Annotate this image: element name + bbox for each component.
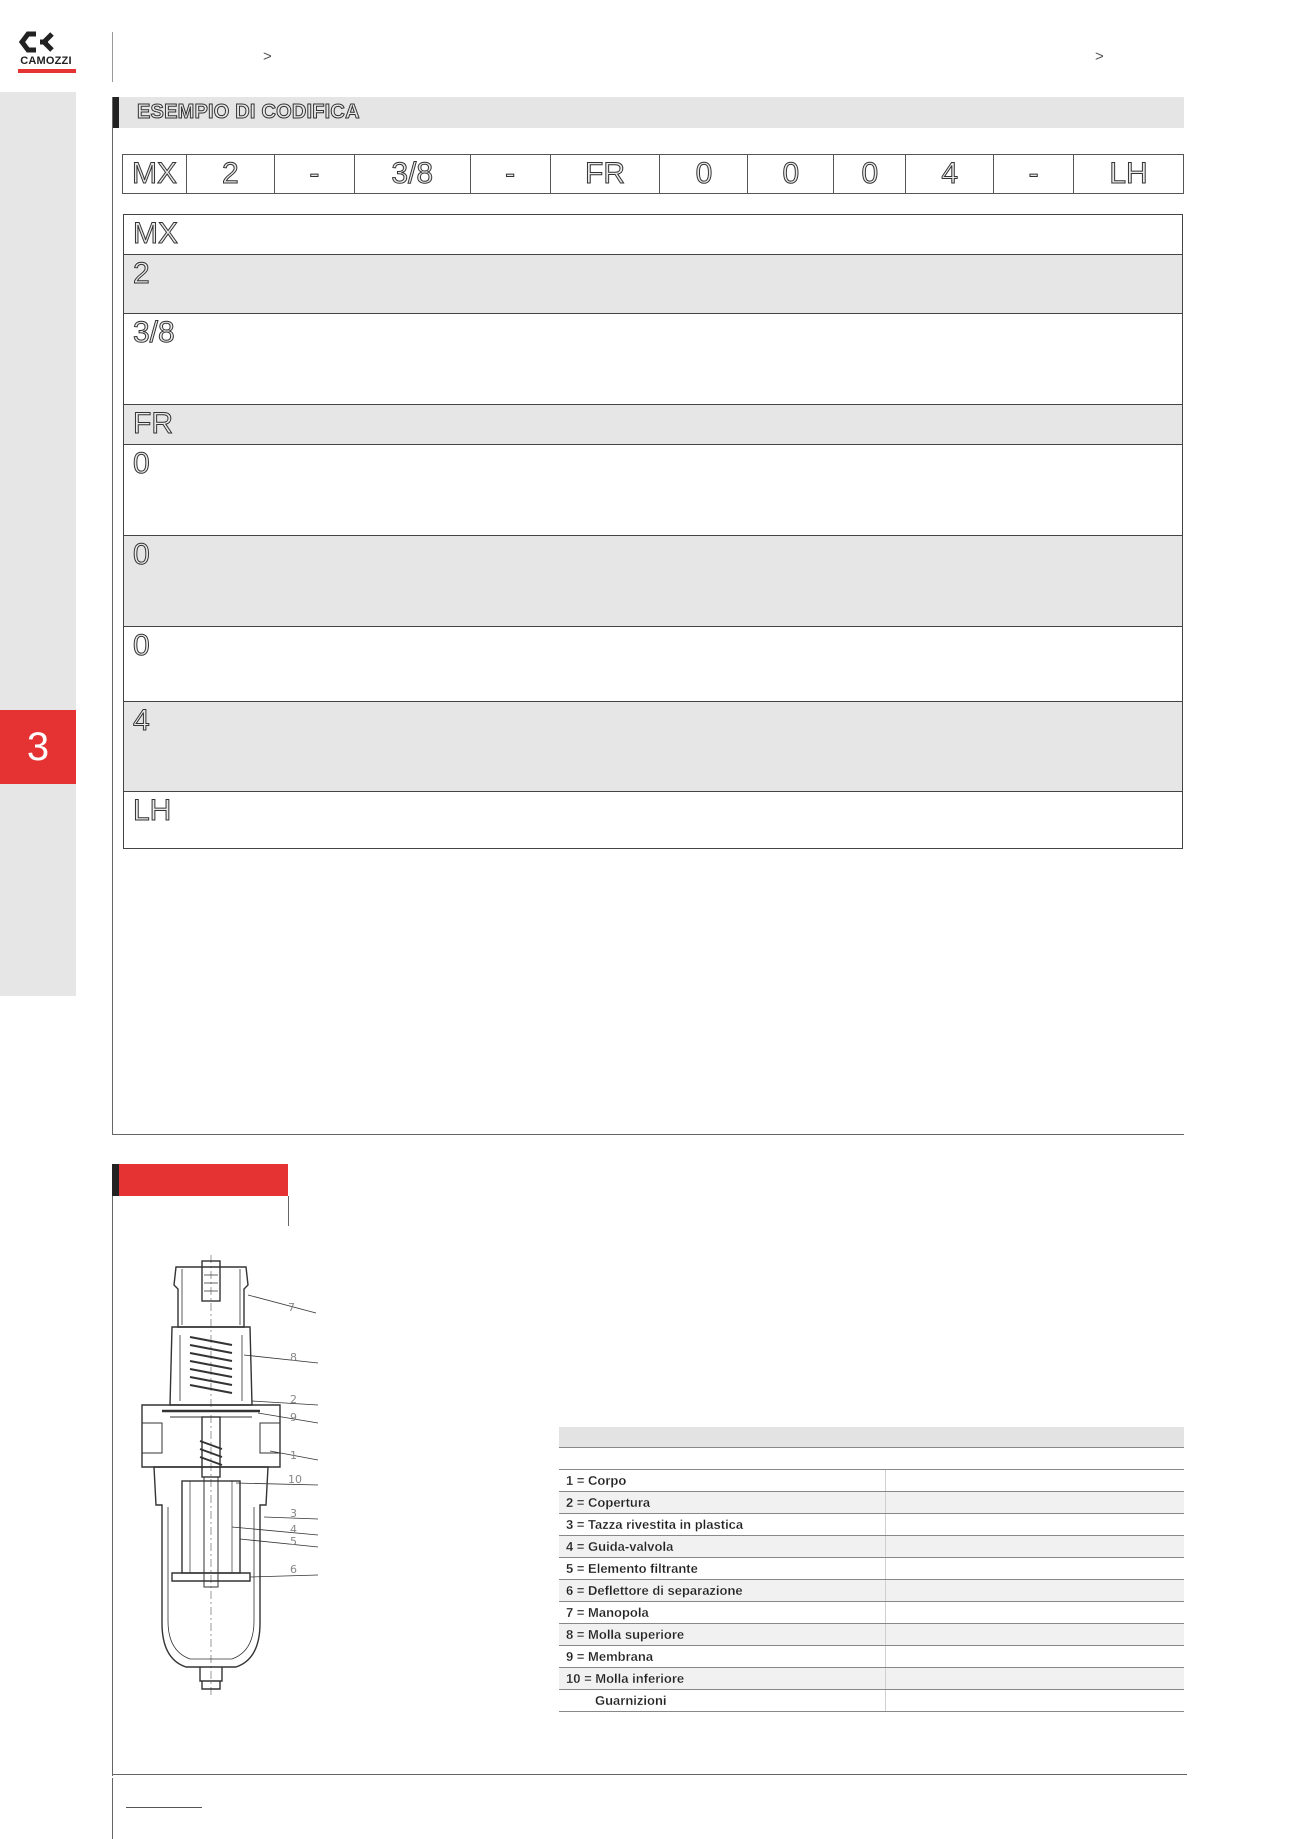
tab-divider [288, 1196, 289, 1226]
table-row [124, 792, 1182, 848]
section-title: ESEMPIO DI CODIFICA [137, 101, 360, 123]
header-divider [112, 32, 113, 82]
callout-label: 5 [290, 1535, 297, 1548]
callout-label: 8 [290, 1351, 297, 1364]
row-code: MX [133, 217, 178, 250]
table-row [559, 1668, 1184, 1690]
part-label: 7 = Manopola [566, 1605, 649, 1620]
table-row [559, 1690, 1184, 1712]
table-row [124, 445, 1182, 536]
row-code: 3/8 [133, 316, 175, 349]
table-row [559, 1580, 1184, 1602]
code-segment: - [471, 155, 551, 193]
callout-label: 3 [290, 1507, 297, 1520]
row-code: 4 [133, 704, 150, 737]
row-code: LH [133, 794, 172, 827]
table-row [559, 1470, 1184, 1492]
table-subheader [559, 1448, 1184, 1470]
code-description-table [123, 214, 1183, 849]
code-segment: 3/8 [355, 155, 471, 193]
section-heading-accent [112, 1164, 119, 1196]
table-row [124, 255, 1182, 314]
section-divider [112, 1134, 1184, 1135]
callout-label: 4 [290, 1523, 297, 1536]
callout-label: 2 [290, 1393, 297, 1406]
table-row [124, 314, 1182, 405]
code-segment: - [275, 155, 355, 193]
code-segment: 4 [906, 155, 994, 193]
breadcrumb-separator: > [1095, 48, 1104, 65]
code-segment: - [994, 155, 1074, 193]
part-label: 5 = Elemento filtrante [566, 1561, 698, 1576]
table-row [559, 1536, 1184, 1558]
brand-underline [18, 69, 76, 73]
page-frame-line [112, 97, 113, 1135]
breadcrumb-separator: > [263, 48, 272, 65]
code-segment: 0 [660, 155, 748, 193]
table-row [559, 1492, 1184, 1514]
chapter-sidebar [0, 92, 76, 996]
table-row [559, 1558, 1184, 1580]
callout-label: 9 [290, 1411, 297, 1424]
part-label: 8 = Molla superiore [566, 1627, 685, 1642]
code-segment: 0 [748, 155, 834, 193]
code-segment: MX [123, 155, 187, 193]
part-label: 10 = Molla inferiore [566, 1671, 685, 1686]
table-row [559, 1646, 1184, 1668]
callout-label: 1 [290, 1449, 297, 1462]
page-frame-line [112, 1196, 113, 1776]
table-row [124, 702, 1182, 792]
table-row [559, 1624, 1184, 1646]
code-segment: LH [1074, 155, 1184, 193]
code-segment: FR [551, 155, 661, 193]
part-label: Guarnizioni [595, 1693, 667, 1708]
section-heading-accent [112, 97, 119, 128]
row-code: 0 [133, 629, 150, 662]
callout-label: 7 [288, 1301, 295, 1314]
part-label: 2 = Copertura [566, 1495, 651, 1510]
code-segment: 2 [187, 155, 275, 193]
code-example-row [122, 154, 1184, 194]
footer-underline [126, 1807, 202, 1808]
part-label: 1 = Corpo [566, 1473, 627, 1488]
table-header [559, 1427, 1184, 1448]
table-row [124, 215, 1182, 255]
page-bottom-divider [112, 1774, 1187, 1775]
table-row [124, 405, 1182, 445]
filter-regulator-section-drawing [140, 1255, 320, 1695]
part-label: 9 = Membrana [566, 1649, 654, 1664]
footer-divider [112, 1778, 113, 1839]
table-row [124, 627, 1182, 702]
row-code: FR [133, 407, 173, 440]
row-code: 0 [133, 447, 150, 480]
parts-materials-table [559, 1427, 1184, 1712]
construction-section-tab [112, 1164, 288, 1196]
brand-name: CAMOZZI [20, 55, 72, 67]
row-code: 2 [133, 257, 150, 290]
part-label: 4 = Guida-valvola [566, 1539, 674, 1554]
part-label: 3 = Tazza rivestita in plastica [566, 1517, 744, 1532]
code-segment: 0 [834, 155, 906, 193]
table-row [559, 1602, 1184, 1624]
chapter-tab[interactable]: 3 [0, 710, 76, 784]
row-code: 0 [133, 538, 150, 571]
table-row [559, 1514, 1184, 1536]
callout-label: 10 [288, 1473, 302, 1486]
table-row [124, 536, 1182, 627]
callout-label: 6 [290, 1563, 297, 1576]
part-label: 6 = Deflettore di separazione [566, 1583, 743, 1598]
